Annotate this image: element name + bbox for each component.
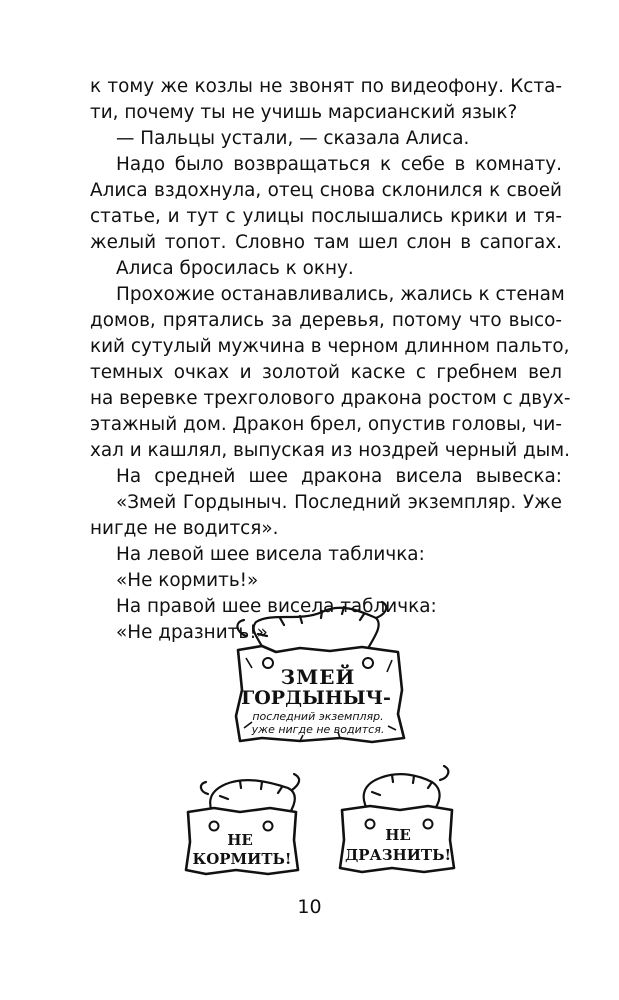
text-line: На правой шее висела табличка: [116, 596, 437, 617]
big-sign-line3: последний экземпляр. [252, 710, 384, 723]
text-line: статье, и тут с улицы послышались крики и тя- [90, 206, 562, 227]
text-line: На средней шее дракона висела вывеска: [116, 466, 562, 487]
text-line: «Не дразнить!» [116, 622, 268, 643]
left-sign-line2: КОРМИТЬ! [192, 850, 292, 868]
page-number: 10 [297, 896, 322, 918]
text-line: к тому же козлы не звонят по видеофону. Кста- [90, 76, 562, 97]
text-line: хал и кашлял, выпуская из ноздрей черный дым. [90, 440, 570, 461]
text-line: «Не кормить!» [116, 570, 259, 591]
left-sign [186, 808, 298, 874]
text-line: Алиса вздохнула, отец снова склонился к своей [90, 180, 562, 201]
big-sign [236, 646, 404, 742]
text-line: нигде не водится». [90, 518, 279, 539]
text-line: темных очках и золотой каске с гребнем вел [90, 362, 562, 383]
text-line: На левой шее висела табличка: [116, 544, 425, 565]
text-line: «Змей Гордыныч. Последний экземпляр. Уже [116, 492, 562, 513]
text-line: — Пальцы устали, — сказала Алиса. [116, 128, 470, 149]
big-sign-line2: ГОРДЫНЫЧ- [241, 687, 391, 709]
right-sign [340, 806, 454, 872]
big-sign-line4: уже нигде не водится. [251, 723, 385, 736]
left-sign-line1: НЕ [227, 831, 253, 849]
text-line: Алиса бросилась к окну. [116, 258, 354, 279]
text-line: этажный дом. Дракон брел, опустив головы, чи- [90, 414, 562, 435]
text-line: кий сутулый мужчина в черном длинном пальто, [90, 336, 570, 357]
big-sign-line1: ЗМЕЙ [280, 665, 356, 689]
right-sign-line1: НЕ [385, 826, 411, 844]
text-line: ти, почему ты не учишь марсианский язык? [90, 102, 518, 123]
text-line: Прохожие останавливались, жались к стенам [116, 284, 565, 305]
text-line: Надо было возвращаться к себе в комнату. [116, 154, 562, 175]
text-line: на веревке трехголового дракона ростом с двух- [90, 388, 571, 409]
right-sign-line2: ДРАЗНИТЬ! [344, 846, 452, 864]
text-line: желый топот. Словно там шел слон в сапогах. [90, 232, 562, 253]
text-line: домов, прятались за деревья, потому что высо- [90, 310, 562, 331]
